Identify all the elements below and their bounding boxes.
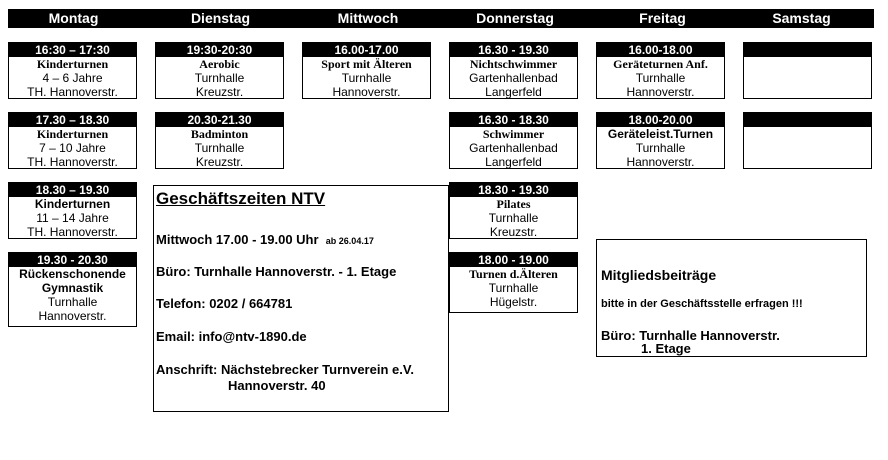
course-card-sport-mit-aelteren — [302, 42, 431, 99]
course-location: Turnhalle — [341, 71, 392, 85]
course-card-geraeteleist-turnen — [596, 112, 725, 169]
course-time: 19.30 - 20.30 — [9, 253, 136, 267]
course-title: Nichtschwimmer — [469, 57, 558, 71]
course-title: Aerobic — [199, 57, 240, 71]
course-card-kinderturnen-7-10 — [8, 112, 137, 169]
course-time: 16.00-17.00 — [303, 43, 430, 57]
course-title: Geräteturnen Anf. — [613, 57, 708, 71]
day-header-dienstag: Dienstag — [139, 9, 302, 28]
course-card-badminton — [155, 112, 284, 169]
course-location: Turnhalle — [194, 71, 245, 85]
day-header-donnerstag: Donnerstag — [434, 9, 596, 28]
course-title: Turnen d.Älteren — [469, 267, 558, 281]
office-hours-box — [153, 185, 449, 412]
membership-fees-heading: Mitgliedsbeiträge — [601, 267, 717, 283]
day-header-samstag: Samstag — [729, 9, 874, 28]
course-location: Turnhalle — [47, 295, 98, 309]
course-card-kinderturnen-11-14 — [8, 182, 137, 239]
office-address: Anschrift: Nächstebrecker Turnverein e.V. — [156, 362, 414, 377]
course-location: Turnhalle — [488, 281, 539, 295]
course-card-kinderturnen-4-6 — [8, 42, 137, 99]
course-title: Kinderturnen — [36, 127, 109, 141]
course-card-rueckenschonende-gymnastik — [8, 252, 137, 327]
course-detail: 11 – 14 Jahre — [36, 211, 109, 225]
course-title-line2: Gymnastik — [41, 281, 104, 295]
course-location: Turnhalle — [635, 141, 686, 155]
course-location: TH. Hannoverstr. — [27, 155, 118, 169]
course-card-geraeteturnen-anf — [596, 42, 725, 99]
course-title: Kinderturnen — [34, 197, 111, 211]
course-location: Turnhalle — [488, 211, 539, 225]
course-location: Turnhalle — [194, 141, 245, 155]
office-hours-note: ab 26.04.17 — [325, 236, 374, 246]
course-time: 18.00-20.00 — [597, 113, 724, 127]
office-hours-heading: Geschäftszeiten NTV — [156, 189, 326, 208]
course-location-street: Langerfeld — [485, 85, 542, 99]
course-card-nichtschwimmer — [449, 42, 578, 99]
course-location-street: Langerfeld — [485, 155, 542, 169]
course-time: 20.30-21.30 — [156, 113, 283, 127]
office-address-street: Hannoverstr. 40 — [228, 378, 326, 393]
day-header-montag: Montag — [8, 9, 139, 28]
course-location: Gartenhallenbad — [469, 71, 558, 85]
empty-course-card — [743, 42, 872, 99]
course-location: Gartenhallenbad — [469, 141, 558, 155]
course-detail: 4 – 6 Jahre — [42, 71, 103, 85]
course-location-street: Kreuzstr. — [489, 225, 538, 239]
course-title: Kinderturnen — [36, 57, 109, 71]
course-title: Rückenschonende — [19, 267, 126, 281]
course-detail: 7 – 10 Jahre — [39, 141, 106, 155]
course-title: Geräteleist.Turnen — [607, 127, 714, 141]
course-location-street: Hannoverstr. — [332, 85, 401, 99]
office-hours-time — [156, 232, 374, 247]
course-title: Sport mit Älteren — [321, 57, 412, 71]
empty-course-card — [743, 112, 872, 169]
course-card-turnen-d-aelteren — [449, 252, 578, 313]
membership-fees-office: Büro: Turnhalle Hannoverstr. — [601, 328, 780, 343]
membership-fees-note: bitte in der Geschäftsstelle erfragen !!! — [601, 298, 803, 310]
course-time-bar — [744, 43, 871, 57]
course-time: 18.30 - 19.30 — [450, 183, 577, 197]
course-location: TH. Hannoverstr. — [27, 225, 118, 239]
course-location: TH. Hannoverstr. — [27, 85, 118, 99]
course-location-street: Hannoverstr. — [38, 309, 107, 323]
course-location-street: Kreuzstr. — [195, 85, 244, 99]
course-time: 16.30 - 19.30 — [450, 43, 577, 57]
membership-fees-box — [596, 239, 867, 357]
course-title: Schwimmer — [482, 127, 545, 141]
course-time: 19:30-20:30 — [156, 43, 283, 57]
course-time: 18.30 – 19.30 — [9, 183, 136, 197]
course-location-street: Hannoverstr. — [626, 85, 695, 99]
course-time: 18.00 - 19.00 — [450, 253, 577, 267]
course-time: 16.30 - 18.30 — [450, 113, 577, 127]
course-card-pilates — [449, 182, 578, 239]
course-time: 16:30 – 17:30 — [9, 43, 136, 57]
office-location: Büro: Turnhalle Hannoverstr. - 1. Etage — [156, 264, 397, 279]
course-location-street: Kreuzstr. — [195, 155, 244, 169]
course-card-aerobic — [155, 42, 284, 99]
course-card-schwimmer — [449, 112, 578, 169]
office-phone: Telefon: 0202 / 664781 — [156, 296, 293, 311]
course-location-street: Hannoverstr. — [626, 155, 695, 169]
course-location-street: Hügelstr. — [489, 295, 538, 309]
course-title: Badminton — [190, 127, 249, 141]
course-location: Turnhalle — [635, 71, 686, 85]
day-header-mittwoch: Mittwoch — [302, 9, 434, 28]
office-email[interactable]: Email: info@ntv-1890.de — [156, 329, 307, 344]
course-title: Pilates — [496, 197, 531, 211]
course-time: 16.00-18.00 — [597, 43, 724, 57]
membership-fees-office-floor: 1. Etage — [641, 341, 691, 356]
office-hours-value: Mittwoch 17.00 - 19.00 Uhr — [156, 232, 319, 247]
course-time-bar — [744, 113, 871, 127]
day-header-freitag: Freitag — [596, 9, 729, 28]
course-time: 17.30 – 18.30 — [9, 113, 136, 127]
